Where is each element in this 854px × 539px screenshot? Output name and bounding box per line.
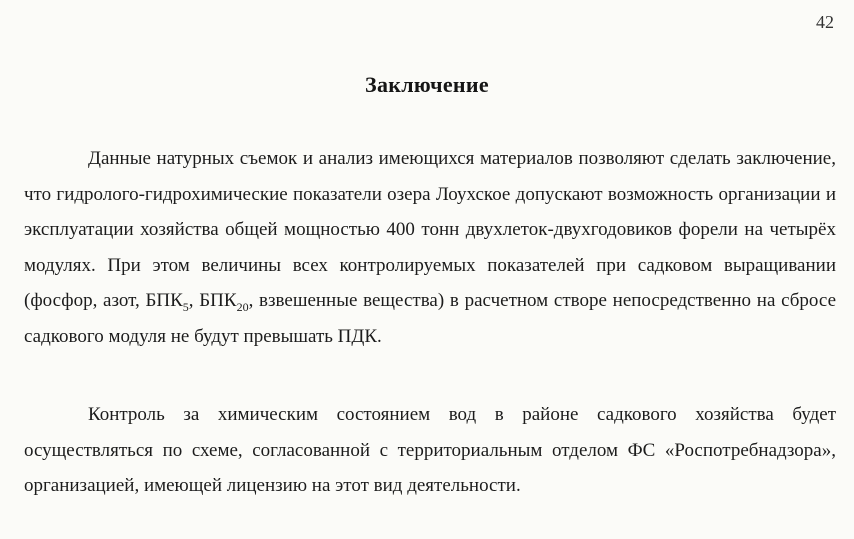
paragraph-control	[24, 397, 836, 504]
paragraph-text: , взвешенные вещества) в расчетном створе непосредственно на сбросе садкового модуля не будут превышать ПДК.	[24, 290, 836, 347]
page-number: 42	[816, 12, 834, 32]
paragraph-text: Данные натурных съемок и анализ имеющихся материалов позволяют сделать заключение, что гидролого-гидрохимические показатели озера Лоухское допускают возможность организации и эксплуатации хозяйства общей мощностью 400 тонн двухлеток-двухгодовиков форели на четырёх модулях. При этом величины всех контролируемых показателей при садковом выращивании (фосфор, азот, БПК	[24, 148, 836, 311]
subscript: 20	[236, 299, 249, 314]
paragraph-conclusion	[24, 141, 836, 354]
subscript: 5	[182, 299, 189, 314]
paragraph-text: Контроль за химическим состоянием вод в районе садкового хозяйства будет осуществляться по схеме, согласованной с территориальным отделом ФС «Роспотребнадзора», организацией, имеющей лицензию на этот вид деятельности.	[24, 404, 836, 496]
paragraph-text: , БПК	[188, 290, 237, 311]
section-title: Заключение	[365, 72, 489, 97]
